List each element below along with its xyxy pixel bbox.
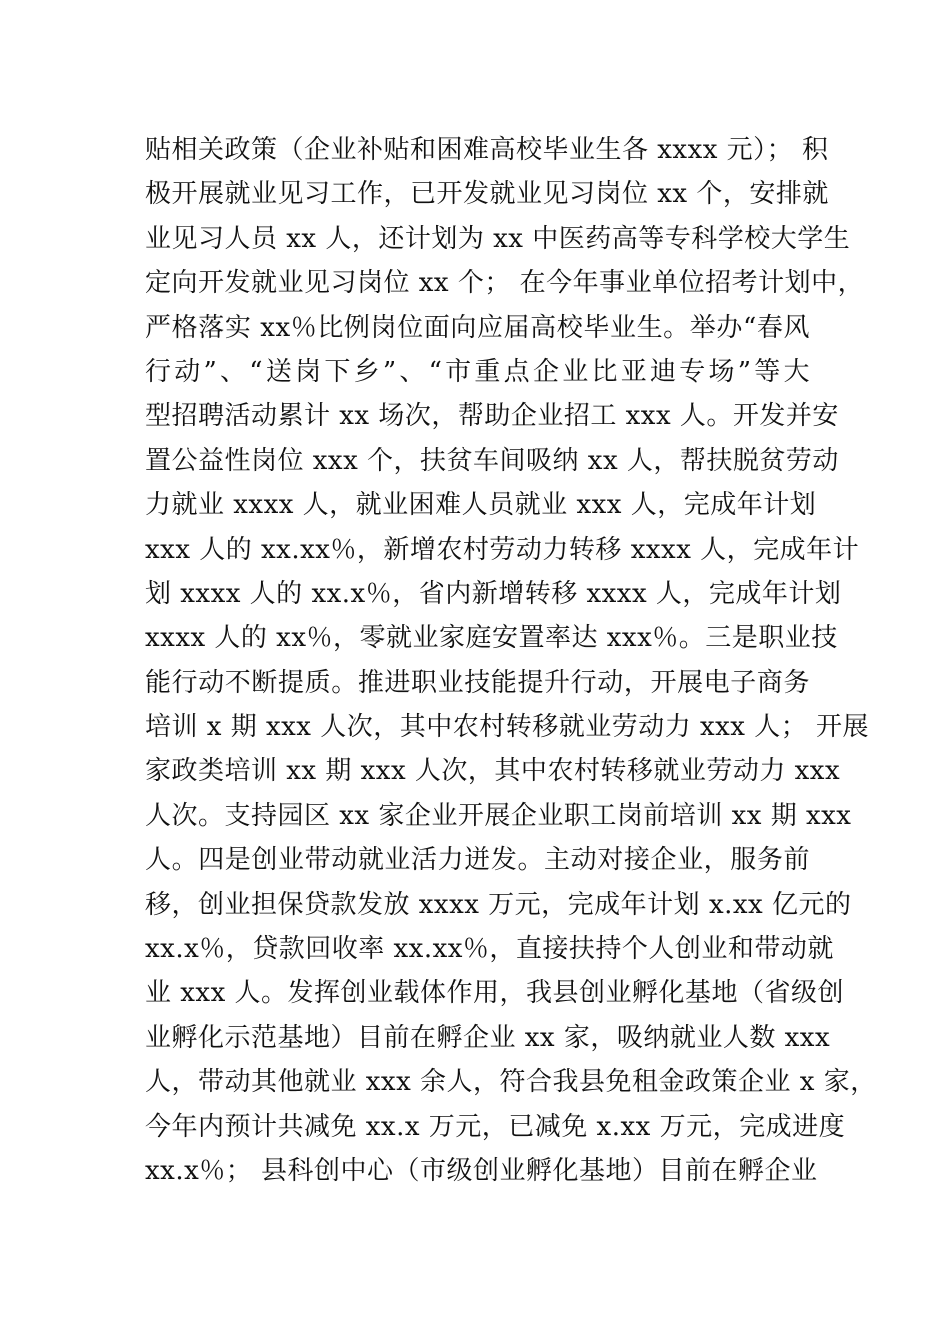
text-line: 业 xxx 人。发挥创业载体作用，我县创业孵化基地（省级创 bbox=[145, 978, 845, 1009]
text-line: 定向开发就业见习岗位 xx 个； 在今年事业单位招考计划中， bbox=[145, 268, 865, 299]
text-line: 置公益性岗位 xxx 个，扶贫车间吸纳 xx 人，帮扶脱贫劳动 bbox=[145, 445, 839, 476]
text-line: 能行动不断提质。推进职业技能提升行动，开展电子商务 bbox=[145, 667, 810, 698]
text-line: 人。四是创业带动就业活力迸发。主动对接企业，服务前 bbox=[145, 845, 810, 876]
text-line: xx.x％，贷款回收率 xx.xx％，直接扶持个人创业和带动就 bbox=[145, 934, 834, 965]
text-line: xxxx 人的 xx％，零就业家庭安置率达 xxx％。三是职业技 bbox=[145, 623, 838, 654]
text-line: 型招聘活动累计 xx 场次，帮助企业招工 xxx 人。开发并安 bbox=[145, 401, 839, 432]
text-line: 移，创业担保贷款发放 xxxx 万元，完成年计划 x.xx 亿元的 bbox=[145, 889, 852, 920]
text-line: 行动”、“送岗下乡”、“市重点企业比亚迪专场”等大 bbox=[145, 356, 810, 387]
text-line: 业孵化示范基地）目前在孵企业 xx 家，吸纳就业人数 xxx bbox=[145, 1022, 831, 1053]
text-line: 划 xxxx 人的 xx.x％，省内新增转移 xxxx 人，完成年计划 bbox=[145, 578, 842, 609]
text-line: 力就业 xxxx 人，就业困难人员就业 xxx 人，完成年计划 bbox=[145, 490, 817, 521]
text-line: 人，带动其他就业 xxx 余人，符合我县免租金政策企业 x 家， bbox=[145, 1067, 877, 1098]
text-line: 人次。支持园区 xx 家企业开展企业职工岗前培训 xx 期 xxx bbox=[145, 800, 852, 831]
text-line: 业见习人员 xx 人，还计划为 xx 中医药高等专科学校大学生 bbox=[145, 223, 851, 254]
text-line: xx.x％； 县科创中心（市级创业孵化基地）目前在孵企业 bbox=[145, 1155, 818, 1186]
text-line: 极开展就业见习工作，已开发就业见习岗位 xx 个，安排就 bbox=[145, 179, 829, 210]
text-line: 家政类培训 xx 期 xxx 人次，其中农村转移就业劳动力 xxx bbox=[145, 756, 841, 787]
text-line: 贴相关政策（企业补贴和困难高校毕业生各 xxxx 元）； 积 bbox=[145, 135, 829, 165]
body-paragraph bbox=[145, 128, 877, 1193]
text-line: 严格落实 xx％比例岗位面向应届高校毕业生。举办“春风 bbox=[145, 312, 810, 343]
text-line: xxx 人的 xx.xx％，新增农村劳动力转移 xxxx 人，完成年计 bbox=[145, 534, 860, 565]
text-line: 今年内预计共减免 xx.x 万元，已减免 x.xx 万元，完成进度 bbox=[145, 1111, 846, 1142]
text-line: 培训 x 期 xxx 人次，其中农村转移就业劳动力 xxx 人； 开展 bbox=[145, 712, 869, 743]
